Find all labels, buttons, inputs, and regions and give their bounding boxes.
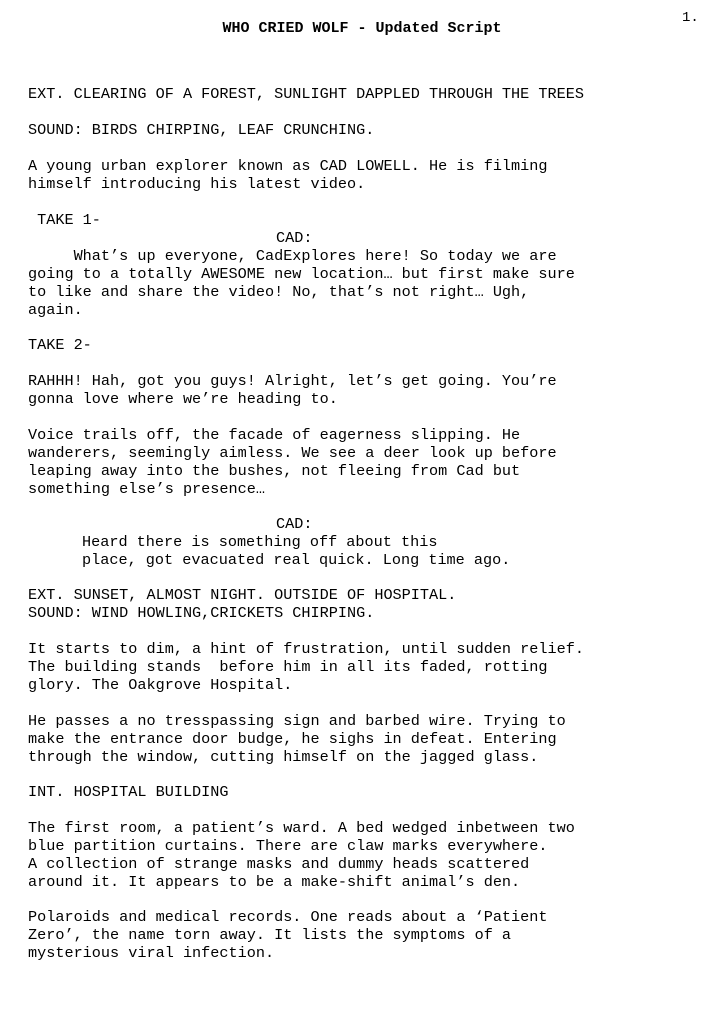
action-polaroids: Polaroids and medical records. One reads about a ‘Patient Zero’, the name torn away. It lists the symptoms of a mysterious viral infection. [28, 908, 548, 962]
scene-heading-hospital-interior: INT. HOSPITAL BUILDING [28, 783, 229, 801]
character-cue-cad-1: CAD: [276, 229, 313, 247]
action-entering: He passes a no tresspassing sign and barbed wire. Trying to make the entrance door budge, he sighs in defeat. Entering through the window, cutting himself on the jagged glass. [28, 712, 566, 766]
dialogue-cad-3: Heard there is something off about this place, got evacuated real quick. Long time ago. [82, 533, 511, 569]
action-intro: A young urban explorer known as CAD LOWELL. He is filming himself introducing his latest video. [28, 157, 548, 193]
scene-heading-hospital-exterior: EXT. SUNSET, ALMOST NIGHT. OUTSIDE OF HOSPITAL. SOUND: WIND HOWLING,CRICKETS CHIRPING. [28, 586, 457, 622]
script-title: WHO CRIED WOLF - Updated Script [222, 20, 502, 37]
take-1-label: TAKE 1- [28, 211, 101, 229]
dialogue-cad-2: RAHHH! Hah, got you guys! Alright, let’s get going. You’re gonna love where we’re heading to. [28, 372, 557, 408]
page-number: 1. [682, 10, 699, 26]
action-hospital-arrival: It starts to dim, a hint of frustration, until sudden relief. The building stands before him in all its faded, rotting glory. The Oakgrove Hospital. [28, 640, 584, 694]
action-patient-ward: The first room, a patient’s ward. A bed wedged inbetween two blue partition curtains. There are claw marks everywhere. A collection of strange masks and dummy heads scattered around it. It appears to be a make-shift animal’s den. [28, 819, 575, 891]
sound-cue-forest: SOUND: BIRDS CHIRPING, LEAF CRUNCHING. [28, 121, 375, 139]
action-deer: Voice trails off, the facade of eagerness slipping. He wanderers, seemingly aimless. We see a deer look up before leaping away into the bushes, not fleeing from Cad but something else’s presence… [28, 426, 557, 498]
take-2-label: TAKE 2- [28, 336, 92, 354]
dialogue-cad-1: What’s up everyone, CadExplores here! So today we are going to a totally AWESOME new location… but first make sure to like and share the video! No, that’s not right… Ugh, again. [28, 247, 575, 319]
scene-heading-forest: EXT. CLEARING OF A FOREST, SUNLIGHT DAPPLED THROUGH THE TREES [28, 85, 584, 103]
character-cue-cad-2: CAD: [276, 515, 313, 533]
